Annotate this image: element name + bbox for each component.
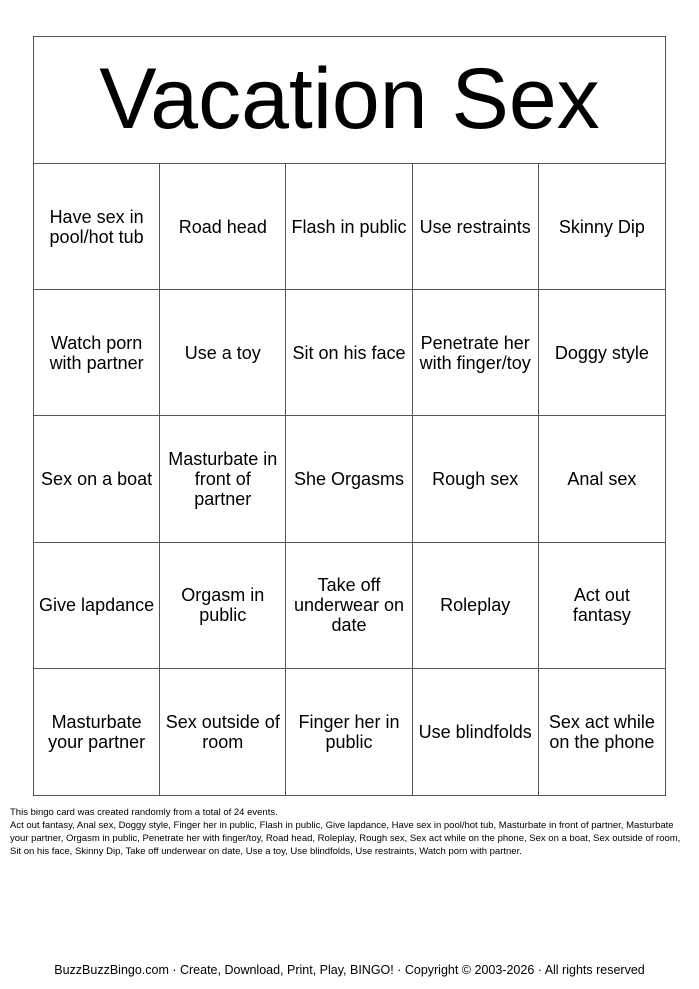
cell-text: She Orgasms (293, 468, 405, 489)
cell-text: Finger her in public (298, 711, 400, 752)
bingo-cell[interactable] (539, 543, 665, 669)
bingo-cell[interactable] (539, 416, 665, 542)
bingo-cell[interactable] (160, 669, 286, 795)
cell-text: Use restraints (419, 216, 531, 237)
bingo-cell[interactable] (160, 164, 286, 290)
cell-text: Doggy style (554, 342, 649, 363)
bingo-cell[interactable] (34, 164, 160, 290)
info-summary: This bingo card was created randomly from a total of 24 events. (10, 807, 278, 818)
cell-text: Use blindfolds (418, 721, 532, 742)
cell-text: Masturbate in front of partner (168, 448, 278, 509)
cell-text: Penetrate her with finger/toy (419, 332, 531, 373)
cell-text: Use a toy (184, 342, 261, 363)
bingo-cell[interactable] (539, 164, 665, 290)
cell-text: Sex outside of room (165, 711, 280, 752)
bingo-cell[interactable] (286, 416, 412, 542)
cell-text: Give lapdance (39, 595, 155, 616)
info-event-list: Act out fantasy, Anal sex, Doggy style, Finger her in public, Flash in public, Give lapdance, Have sex in pool/hot tub, Masturbate in front of partner, Masturbate your partner, Orgasm in public, Penetrate her with finger/toy, Road head, Roleplay, Rough sex, Sex act while on the phone, Sex on a boat, Sex outside of room, Sit on his face, Skinny Dip, Take off underwear on date, Use a toy, Use blindfolds, Use restraints, Watch porn with partner. (10, 820, 681, 857)
card-title-box (34, 37, 665, 164)
cell-text: Skinny Dip (558, 216, 645, 237)
bingo-cell[interactable] (34, 290, 160, 416)
cell-text: Orgasm in public (181, 585, 265, 626)
bingo-cell[interactable] (34, 669, 160, 795)
bingo-card (33, 36, 666, 796)
bingo-cell[interactable] (413, 416, 539, 542)
card-title: Vacation Sex (99, 51, 600, 147)
cell-text: Anal sex (567, 468, 637, 489)
bingo-cell[interactable] (286, 290, 412, 416)
cell-text: Sex on a boat (41, 468, 153, 489)
bingo-cell[interactable] (413, 543, 539, 669)
cell-text: Rough sex (432, 468, 519, 489)
bingo-cell[interactable] (34, 416, 160, 542)
cell-text: Act out fantasy (572, 585, 631, 626)
bingo-cell[interactable] (34, 543, 160, 669)
bingo-cell[interactable] (160, 290, 286, 416)
bingo-cell[interactable] (160, 543, 286, 669)
cell-text: Road head (178, 216, 267, 237)
card-info (10, 806, 690, 858)
footer-credit: BuzzBuzzBingo.com · Create, Download, Print, Play, BINGO! · Copyright © 2003-2026 · All rights reserved (54, 963, 645, 977)
bingo-cell[interactable] (413, 290, 539, 416)
cell-text: Have sex in pool/hot tub (49, 206, 144, 247)
bingo-cell[interactable] (539, 290, 665, 416)
cell-text: Roleplay (440, 595, 511, 616)
cell-text: Sit on his face (292, 342, 406, 363)
bingo-cell[interactable] (539, 669, 665, 795)
cell-text: Masturbate your partner (48, 711, 146, 752)
bingo-cell[interactable] (286, 164, 412, 290)
bingo-cell[interactable] (286, 669, 412, 795)
cell-text: Flash in public (291, 216, 407, 237)
bingo-grid (34, 164, 665, 795)
bingo-cell[interactable] (160, 416, 286, 542)
bingo-cell[interactable] (286, 543, 412, 669)
cell-text: Sex act while on the phone (548, 711, 655, 752)
cell-text: Watch porn with partner (49, 332, 144, 373)
cell-text: Take off underwear on date (293, 575, 405, 636)
bingo-cell[interactable] (413, 164, 539, 290)
bingo-cell[interactable] (413, 669, 539, 795)
